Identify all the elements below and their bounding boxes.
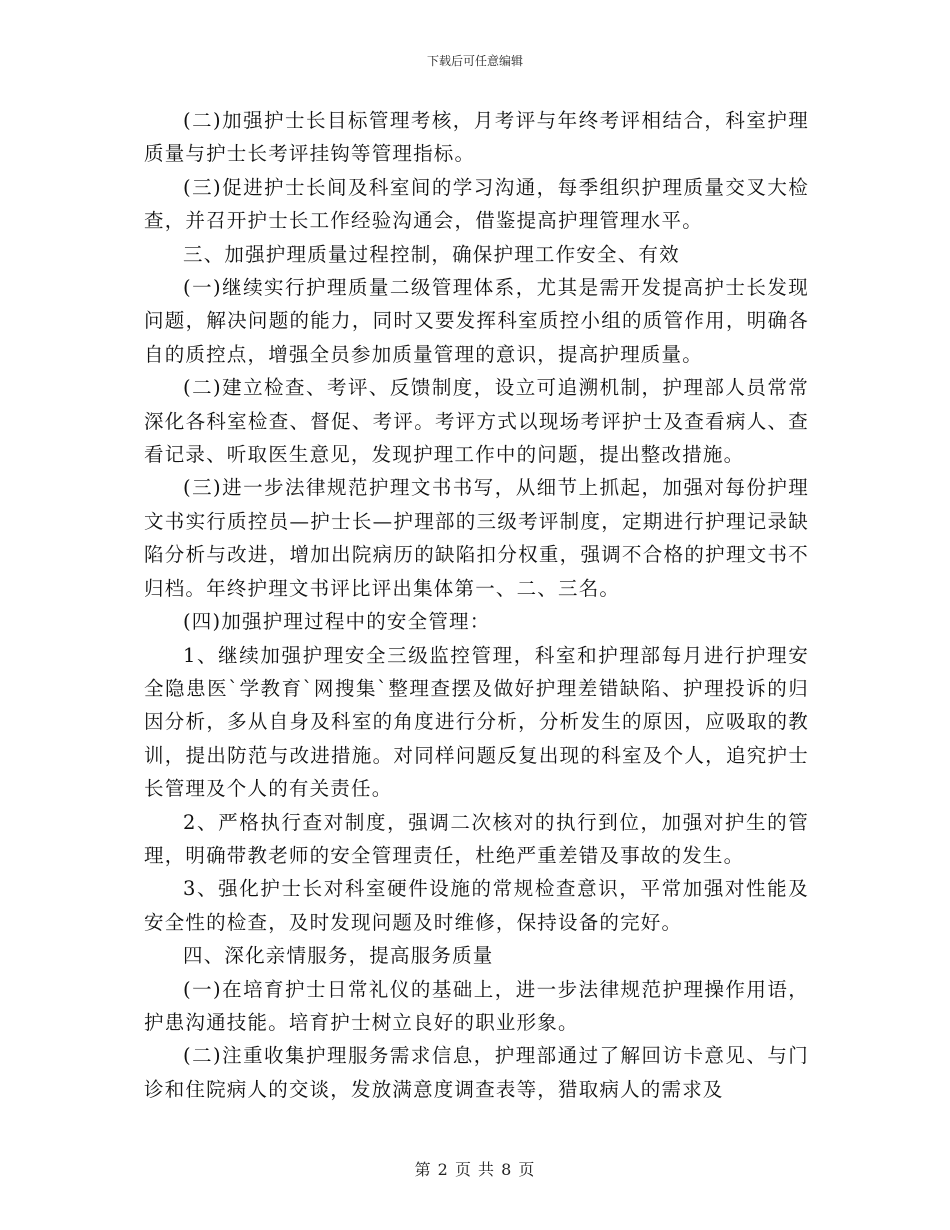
paragraph: 1、继续加强护理安全三级监控管理，科室和护理部每月进行护理安全隐患医`学教育`网搜集`整理查摆及做好护理差错缺陷、护理投诉的归因分析，多从自身及科室的角度进行分析，分析发生的原因，应吸取的教训，提出防范与改进措施。对同样问题反复出现的科室及个人，追究护士长管理及个人的有关责任。 bbox=[144, 643, 809, 801]
document-body bbox=[144, 104, 809, 1106]
paragraph: (三)进一步法律规范护理文书书写，从细节上抓起，加强对每份护理文书实行质控员—护士长—护理部的三级考评制度，定期进行护理记录缺陷分析与改进，增加出院病历的缺陷扣分权重，强调不合格的护理文书不归档。年终护理文书评比评出集体第一、二、三名。 bbox=[144, 476, 809, 600]
paragraph: (二)加强护士长目标管理考核，月考评与年终考评相结合，科室护理质量与护士长考评挂钩等管理指标。 bbox=[144, 109, 809, 166]
paragraph: (四)加强护理过程中的安全管理： bbox=[183, 610, 491, 634]
page-header: 下载后可任意编辑 bbox=[426, 54, 523, 68]
page-footer: 第 2 页 共 8 页 bbox=[414, 1160, 536, 1179]
paragraph: 2、严格执行查对制度，强调二次核对的执行到位，加强对护生的管理，明确带教老师的安全管理责任，杜绝严重差错及事故的发生。 bbox=[144, 810, 809, 867]
paragraph: 3、强化护士长对科室硬件设施的常规检查意识，平常加强对性能及安全性的检查，及时发现问题及时维修，保持设备的完好。 bbox=[144, 877, 809, 934]
paragraph: (一)继续实行护理质量二级管理体系，尤其是需开发提高护士长发现问题，解决问题的能力，同时又要发挥科室质控小组的质管作用，明确各自的质控点，增强全员参加质量管理的意识，提高护理质量。 bbox=[144, 276, 809, 366]
section-heading: 四、深化亲情服务，提高服务质量 bbox=[183, 944, 494, 968]
paragraph: (一)在培育护士日常礼仪的基础上，进一步法律规范护理操作用语，护患沟通技能。培育护士树立良好的职业形象。 bbox=[144, 977, 809, 1034]
paragraph: (三)促进护士长间及科室间的学习沟通，每季组织护理质量交叉大检查，并召开护士长工作经验沟通会，借鉴提高护理管理水平。 bbox=[144, 175, 809, 233]
section-heading: 三、加强护理质量过程控制，确保护理工作安全、有效 bbox=[183, 242, 680, 266]
paragraph: (二)建立检查、考评、反馈制度，设立可追溯机制，护理部人员常常深化各科室检查、督促、考评。考评方式以现场考评护士及查看病人、查看记录、听取医生意见，发现护理工作中的问题，提出整改措施。 bbox=[144, 376, 809, 467]
paragraph: (二)注重收集护理服务需求信息，护理部通过了解回访卡意见、与门诊和住院病人的交谈，发放满意度调查表等，猎取病人的需求及 bbox=[144, 1044, 809, 1101]
